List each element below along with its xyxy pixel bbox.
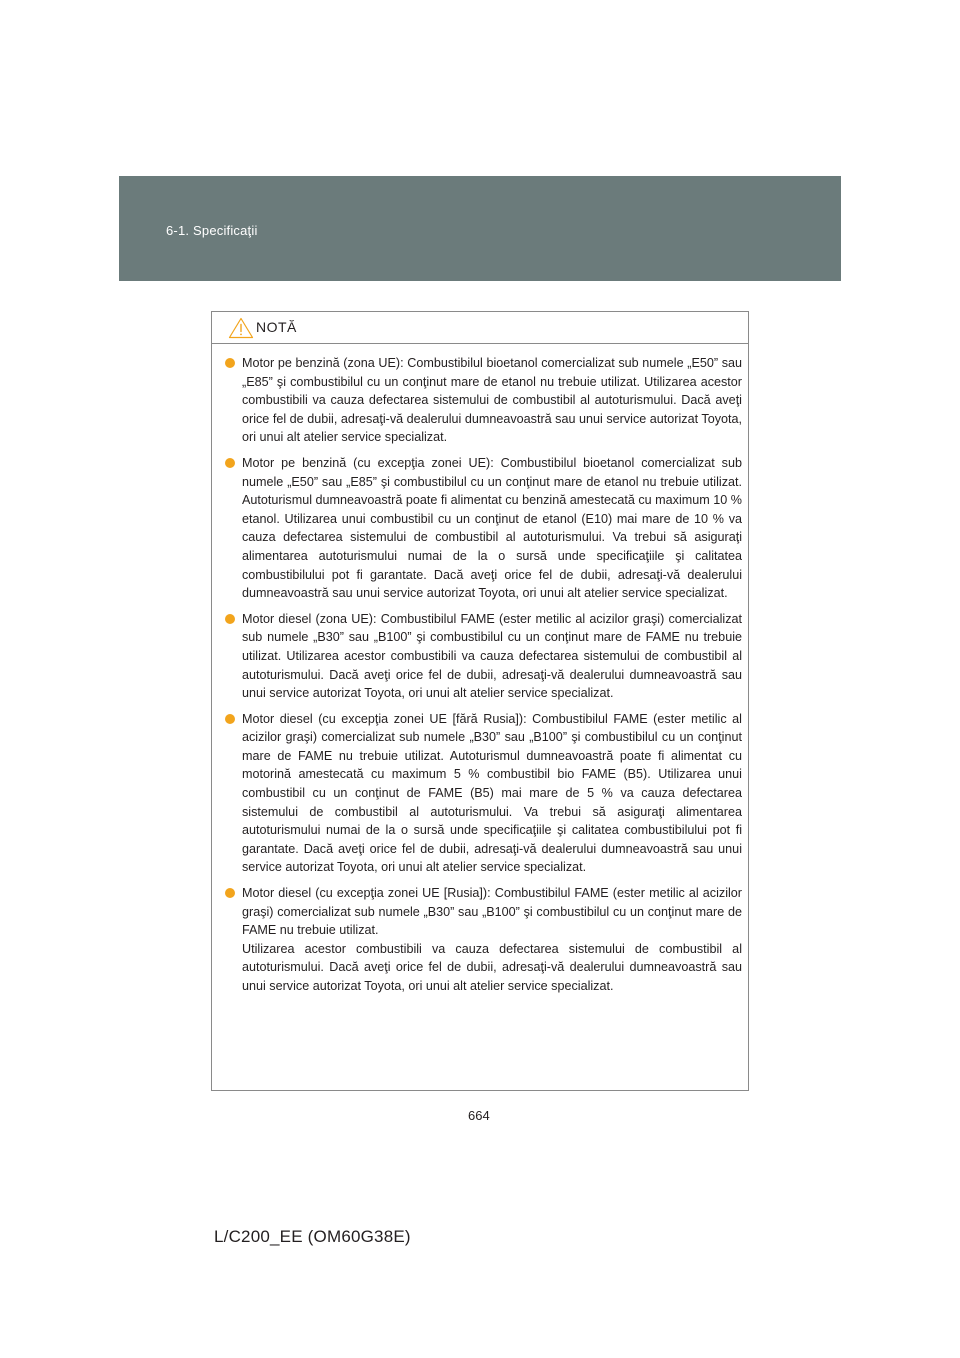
note-bullet-item: [224, 884, 742, 996]
note-header: [212, 312, 748, 344]
bullet-paragraph: Motor pe benzină (cu excepţia zonei UE): Combustibilul bioetanol comercializat sub numele „E50” sau „E85” şi combustibilul cu un conţinut mare de etanol nu trebuie utilizat. Autoturismul dumneavoastră poate fi alimentat cu benzină amestecată cu maximum 10 % etanol. Utilizarea unui combustibil cu un conţinut de etanol (E10) mai mare de 10 % va cauza defectarea sistemului de combustibil al autoturismului. Va trebui să asiguraţi alimentarea autoturismului numai de la o sursă unde specificaţiile şi calitatea combustibilului pot fi garantate. Dacă aveţi orice fel de dubii, adresaţi-vă dealerului dumneavoastră sau unui service autorizat Toyota, ori unui alt atelier service specializat.: [242, 455, 742, 601]
bullet-text: [242, 454, 742, 603]
note-body: [212, 344, 748, 996]
bullet-text: [242, 710, 742, 877]
warning-triangle-icon: [228, 317, 254, 339]
bullet-text: [242, 354, 742, 447]
bullet-text: [242, 610, 742, 703]
bullet-paragraph: Motor diesel (cu excepţia zonei UE [fără Rusia]): Combustibilul FAME (ester metilic al acizilor graşi) comercializat sub numele „B30” sau „B100” şi combustibilul cu un conţinut mare de FAME nu trebuie utilizat. Autoturismul dumneavoastră poate fi alimentat cu motorină amestecată cu maximum 5 % combustibil bio FAME (B5). Utilizarea unui combustibil cu un conţinut de FAME (B5) mai mare de 5 % va cauza defectarea sistemului de combustibil al autoturismului. Va trebui să asiguraţi alimentarea autoturismului numai de la o sursă unde specificaţiile şi calitatea combustibilului pot fi garantate. Dacă aveţi orice fel de dubii, adresaţi-vă dealerului dumneavoastră sau unui service autorizat Toyota, ori unui alt atelier service specializat.: [242, 711, 742, 875]
bullet-dot-icon: [225, 614, 235, 624]
note-bullet-item: [224, 454, 742, 603]
bullet-paragraph: Utilizarea acestor combustibili va cauza defectarea sistemului de combustibil al autoturismului. Dacă aveţi orice fel de dubii, adresaţi-vă dealerului dumneavoastră sau unui service autorizat Toyota, ori unui alt atelier service specializat.: [242, 941, 742, 993]
bullet-dot-icon: [225, 888, 235, 898]
document-code: L/C200_EE (OM60G38E): [214, 1227, 411, 1246]
bullet-text: [242, 884, 742, 996]
note-bullet-item: [224, 610, 742, 703]
note-title: NOTĂ: [256, 319, 297, 335]
bullet-dot-icon: [225, 358, 235, 368]
section-title: 6-1. Specificaţii: [166, 223, 258, 238]
bullet-paragraph: Motor pe benzină (zona UE): Combustibilul bioetanol comercializat sub numele „E50” sau „E85” şi combustibilul cu un conţinut mare de etanol nu trebuie utilizat. Utilizarea acestor combustibili va cauza defectarea sistemului de combustibil al autoturismului. Dacă aveţi orice fel de dubii, adresaţi-vă dealerului dumneavoastră sau unui service autorizat Toyota, ori unui alt atelier service specializat.: [242, 356, 742, 445]
note-box: [211, 311, 749, 1091]
bullet-paragraph: Motor diesel (zona UE): Combustibilul FAME (ester metilic al acizilor graşi) comercializat sub numele „B30” sau „B100” şi combustibilul cu un conţinut mare de FAME nu trebuie utilizat. Utilizarea acestor combustibili va cauza defectarea sistemului de combustibil al autoturismului. Dacă aveţi orice fel de dubii, adresaţi-vă dealerului dumneavoastră sau unui service autorizat Toyota, ori unui alt atelier service specializat.: [242, 611, 742, 701]
note-bullet-item: [224, 710, 742, 877]
bullet-paragraph: Motor diesel (cu excepţia zonei UE [Rusia]): Combustibilul FAME (ester metilic al acizilor graşi) comercializat sub numele „B30” sau „B100” şi combustibilul cu un conţinut mare de FAME nu trebuie utilizat.: [242, 886, 742, 938]
note-bullet-item: [224, 354, 742, 447]
bullet-dot-icon: [225, 714, 235, 724]
bullet-dot-icon: [225, 458, 235, 468]
page-number: 664: [468, 1108, 490, 1123]
